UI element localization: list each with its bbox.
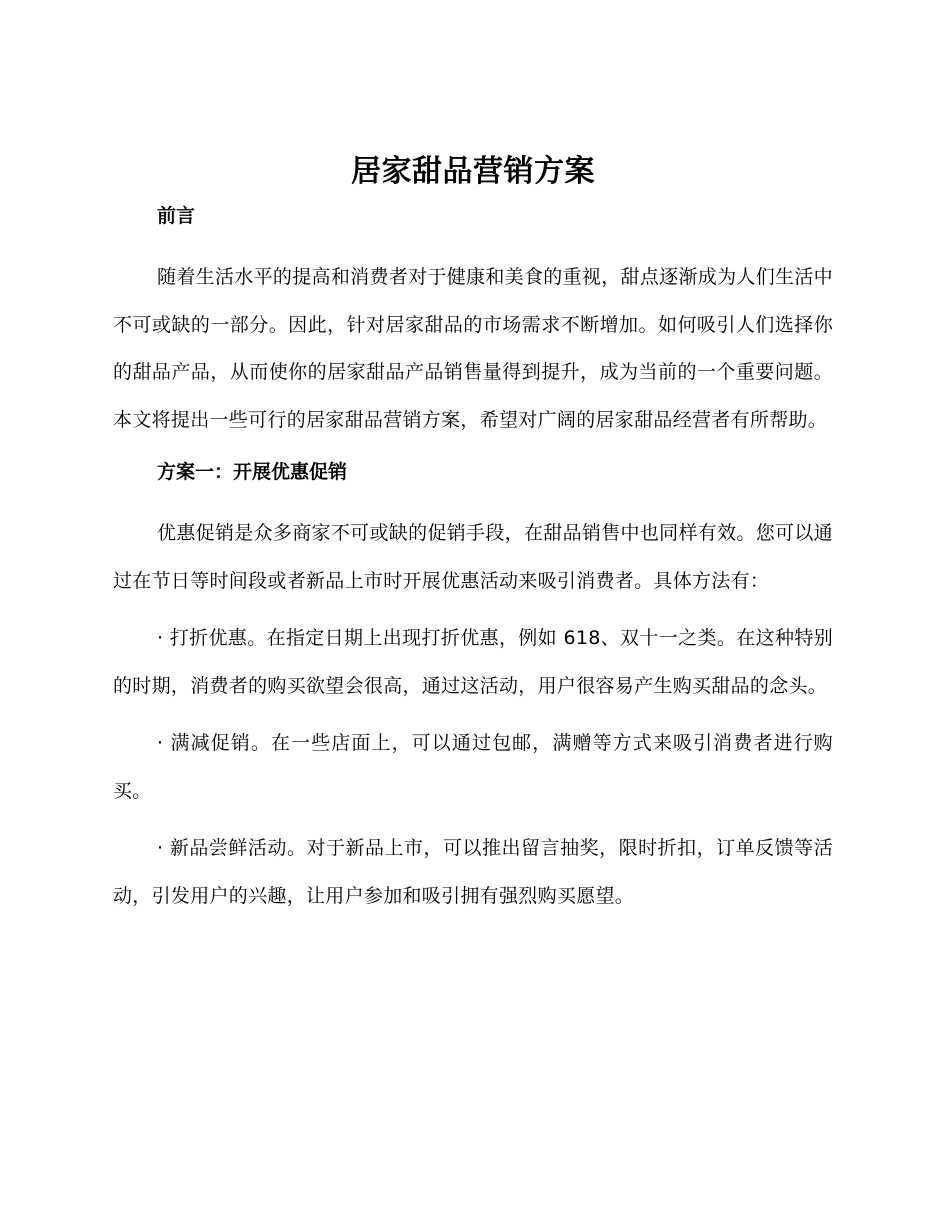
preface-paragraph: 随着生活水平的提高和消费者对于健康和美食的重视，甜点逐渐成为人们生活中不可或缺的一部分。因此，针对居家甜品的市场需求不断增加。如何吸引人们选择你的甜品产品，从而使你的居家甜品产品销售量得到提升，成为当前的一个重要问题。本文将提出一些可行的居家甜品营销方案，希望对广阔的居家甜品经营者有所帮助。 (113, 266, 833, 431)
bullet-item-new-product: · 新品尝鲜活动。对于新品上市，可以推出留言抽奖，限时折扣，订单反馈等活动，引发用户的兴趣，让用户参加和吸引拥有强烈购买愿望。 (113, 837, 833, 907)
section-heading-plan-one: 方案一：开展优惠促销 (157, 461, 348, 483)
section-heading-preface: 前言 (157, 205, 196, 227)
document-page (113, 150, 833, 930)
bullet-item-discount: · 打折优惠。在指定日期上出现打折优惠，例如 618、双十一之类。在这种特别的时期，消费者的购买欲望会很高，通过这活动，用户很容易产生购买甜品的念头。 (113, 627, 833, 697)
plan-one-paragraph: 优惠促销是众多商家不可或缺的促销手段，在甜品销售中也同样有效。您可以通过在节日等时间段或者新品上市时开展优惠活动来吸引消费者。具体方法有： (113, 522, 833, 592)
bullet-item-full-reduction: · 满减促销。在一些店面上，可以通过包邮，满赠等方式来吸引消费者进行购买。 (113, 732, 833, 802)
document-title: 居家甜品营销方案 (351, 154, 595, 189)
